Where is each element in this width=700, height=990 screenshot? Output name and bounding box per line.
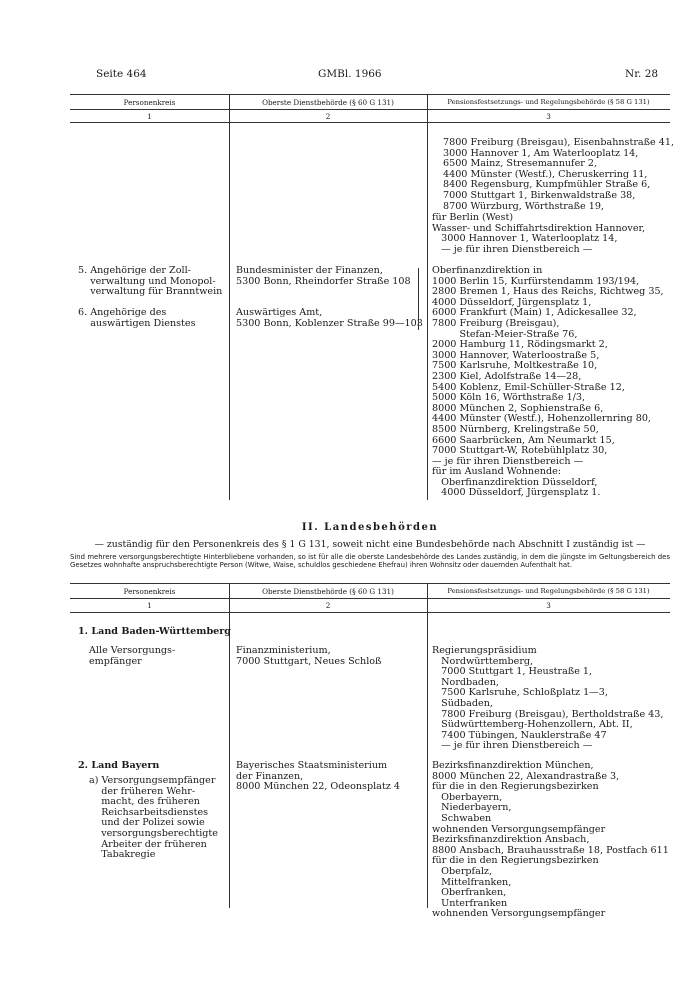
text-line: 7000 Stuttgart 1, Heustraße 1,: [432, 666, 593, 678]
column-divider: [229, 94, 230, 500]
col3-header: Pensionsfestsetzungs- und Regelungsbehörde (§ 58 G 131): [447, 587, 650, 595]
text-line: Bezirksfinanzdirektion Ansbach,: [432, 834, 590, 846]
text-line: Finanzministerium,: [236, 645, 331, 656]
table-number-rule: [70, 122, 670, 123]
text-line: 8400 Regensburg, Kumpfmühler Straße 6,: [443, 179, 651, 191]
text-line: Bundesminister der Finanzen,: [236, 265, 383, 276]
land-heading-by: 2. Land Bayern: [78, 760, 160, 771]
text-line: 7500 Karlsruhe, Moltkestraße 10,: [432, 360, 598, 372]
text-line: 5300 Bonn, Rheindorfer Straße 108: [236, 275, 411, 287]
text-line: Bezirksfinanzdirektion München,: [432, 760, 594, 771]
text-line: 7000 Stuttgart, Neues Schloß: [236, 655, 382, 667]
text-line: 3000 Hannover 1, Am Waterlooplatz 14,: [443, 147, 639, 159]
text-line: Reichsarbeitsdienstes: [89, 806, 209, 818]
cont-list: [443, 138, 674, 212]
text-line: 7400 Tübingen, Nauklerstraße 47: [432, 729, 607, 741]
bw-regional: [432, 646, 663, 752]
text-line: Alle Versorgungs-: [89, 645, 176, 656]
text-line: Mittelfranken,: [432, 876, 512, 888]
text-line: 4000 Düsseldorf, Jürgensplatz 1,: [432, 296, 592, 308]
text-line: Stefan-Meier-Straße 76,: [432, 328, 578, 340]
text-line: verwaltung und Monopol-: [78, 275, 216, 287]
text-line: Oberfinanzdirektion Düsseldorf,: [432, 476, 598, 488]
text-line: Niederbayern,: [432, 802, 512, 814]
text-line: Oberpfalz,: [432, 865, 493, 877]
col1-number: 1: [147, 112, 152, 121]
text-line: 2000 Hamburg 11, Rödingsmarkt 2,: [432, 339, 608, 351]
berlin-block: [432, 213, 645, 255]
text-line: für die in den Regierungsbezirken: [432, 781, 599, 793]
text-line: 6000 Frankfurt (Main) 1, Adickesallee 32,: [432, 307, 637, 319]
text-line: Bayerisches Staatsministerium: [236, 760, 388, 771]
text-line: 8500 Nürnberg, Krelingstraße 50,: [432, 423, 599, 435]
text-line: 4400 Münster (Westf.), Cheruskerring 11,: [443, 168, 648, 180]
text-line: 5300 Bonn, Koblenzer Straße 99—103: [236, 317, 423, 329]
text-line: a) Versorgungsempfänger: [89, 775, 216, 786]
text-line: 7800 Freiburg (Breisgau),: [432, 317, 560, 329]
text-line: 7800 Freiburg (Breisgau), Eisenbahnstraße 41,: [443, 137, 675, 148]
text-line: Oberfinanzdirektion in: [432, 265, 543, 276]
text-line: und der Polizei sowie: [89, 817, 205, 829]
text-line: 8000 München 22, Odeonsplatz 4: [236, 781, 400, 793]
section-title: II. Landesbehörden: [301, 522, 439, 533]
col3-header: Pensionsfestsetzungs- und Regelungsbehörde (§ 58 G 131): [447, 98, 650, 106]
text-line: 7000 Stuttgart 1, Birkenwaldstraße 38,: [443, 189, 636, 201]
text-line: 5400 Koblenz, Emil-Schüller-Straße 12,: [432, 381, 625, 393]
text-line: für die in den Regierungsbezirken: [432, 855, 599, 867]
by-group: [89, 776, 218, 861]
item6-authority: [236, 308, 423, 329]
text-line: 5. Angehörige der Zoll-: [78, 265, 191, 276]
text-line: Unterfranken: [432, 897, 508, 909]
col2-header: Oberste Dienstbehörde (§ 60 G 131): [262, 587, 394, 596]
text-line: Schwaben: [432, 812, 492, 824]
col3-number: 3: [546, 112, 551, 121]
text-line: der früheren Wehr-: [89, 785, 196, 797]
ofd-list: [432, 266, 664, 499]
table-top-rule: [70, 94, 670, 95]
text-line: wohnenden Versorgungsempfänger: [432, 823, 606, 835]
section-subtitle: — zuständig für den Personenkreis des § 1 G 131, soweit nicht eine Bundesbehörde nach Abschnitt I zuständig ist —: [94, 539, 646, 550]
text-line: Auswärtiges Amt,: [236, 307, 323, 318]
table2-top-rule: [70, 583, 670, 584]
text-line: versorgungsberechtigte: [89, 827, 218, 839]
table2-number-rule: [70, 612, 670, 613]
text-line: Nordwürttemberg,: [432, 655, 534, 667]
text-line: Oberfranken,: [432, 887, 507, 899]
text-line: verwaltung für Branntwein: [78, 286, 223, 298]
table-header-rule: [70, 109, 670, 110]
col1-header: Personenkreis: [123, 587, 176, 596]
journal-title: GMBl. 1966: [318, 68, 382, 80]
text-line: — je für ihren Dienstbereich —: [432, 455, 584, 467]
text-line: 5000 Köln 16, Wörthstraße 1/3,: [432, 392, 586, 404]
page-number: Seite 464: [96, 68, 147, 80]
bracket-line: [416, 268, 419, 330]
text-line: 3000 Hannover 1, Waterlooplatz 14,: [432, 233, 618, 245]
item5-group: [78, 266, 222, 298]
text-line: wohnenden Versorgungsempfänger: [432, 908, 606, 920]
text-line: Nordbaden,: [432, 676, 499, 688]
col2-number: 2: [325, 601, 331, 610]
text-line: — je für ihren Dienstbereich —: [432, 740, 593, 752]
by-regional: [432, 761, 669, 920]
text-line: Wasser- und Schiffahrtsdirektion Hannover,: [432, 222, 646, 234]
column-divider: [427, 583, 428, 908]
table2-header-rule: [70, 598, 670, 599]
col2-header: Oberste Dienstbehörde (§ 60 G 131): [262, 98, 394, 107]
col3-number: 3: [546, 601, 551, 610]
text-line: 2300 Kiel, Adolfstraße 14—28,: [432, 370, 582, 382]
text-line: 7800 Freiburg (Breisgau), Bertholdstraße 43,: [432, 708, 664, 720]
text-line: macht, des früheren: [89, 796, 200, 808]
text-line: 4000 Düsseldorf, Jürgensplatz 1.: [432, 487, 601, 499]
issue-number: Nr. 28: [625, 68, 659, 80]
col2-number: 2: [325, 112, 331, 121]
text-line: für Berlin (West): [432, 212, 514, 223]
text-line: 3000 Hannover, Waterloostraße 5,: [432, 349, 600, 361]
text-line: empfänger: [89, 655, 142, 667]
item6-group: [78, 308, 196, 329]
text-line: — je für ihren Dienstbereich —: [432, 243, 593, 255]
text-line: 8000 München 22, Alexandrastraße 3,: [432, 770, 620, 782]
text-line: Südwürttemberg-Hohenzollern, Abt. II,: [432, 719, 633, 731]
text-line: 8000 München 2, Sophienstraße 6,: [432, 402, 604, 414]
column-divider: [427, 94, 428, 500]
text-line: 7500 Karlsruhe, Schloßplatz 1—3,: [432, 687, 608, 699]
text-line: Oberbayern,: [432, 791, 503, 803]
text-line: 1000 Berlin 15, Kurfürstendamm 193/194,: [432, 275, 640, 287]
text-line: 8700 Würzburg, Wörthstraße 19,: [443, 200, 604, 212]
text-line: Südbaden,: [432, 697, 493, 709]
text-line: für im Ausland Wohnende:: [432, 466, 562, 478]
text-line: Arbeiter der früheren: [89, 838, 207, 850]
bw-group: [89, 646, 175, 667]
by-authority: [236, 761, 400, 793]
section-note: Sind mehrere versorgungsberechtigte Hinterbliebene vorhanden, so ist für alle die oberste Landesbehörde des Landes zuständig, in dem die jüngste im Geltungsbereich des Gesetzes wohnhafte anspruchsberechtigte Person (Witwe, Waise, schuldlos geschiedene Ehefrau) ihren Wohnsitz oder dauernden Aufenthalt hat.: [70, 553, 670, 570]
text-line: 4400 Münster (Westf.), Hohenzollernring 80,: [432, 413, 651, 425]
text-line: 6500 Mainz, Stresemannufer 2,: [443, 158, 598, 170]
text-line: 8800 Ansbach, Brauhausstraße 18, Postfach 611: [432, 844, 669, 856]
text-line: 6600 Saarbrücken, Am Neumarkt 15,: [432, 434, 615, 446]
item5-authority: [236, 266, 411, 287]
text-line: Tabakregie: [89, 849, 156, 861]
bw-authority: [236, 646, 381, 667]
col1-header: Personenkreis: [123, 98, 176, 107]
text-line: 6. Angehörige des: [78, 307, 167, 318]
text-line: 2800 Bremen 1, Haus des Reichs, Richtweg 35,: [432, 286, 664, 298]
col1-number: 1: [147, 601, 152, 610]
text-line: 7000 Stuttgart-W, Rotebühlplatz 30,: [432, 445, 608, 457]
text-line: auswärtigen Dienstes: [78, 317, 196, 329]
land-heading-bw: 1. Land Baden-Württemberg: [78, 626, 232, 637]
text-line: Regierungspräsidium: [432, 645, 537, 656]
text-line: der Finanzen,: [236, 770, 304, 782]
